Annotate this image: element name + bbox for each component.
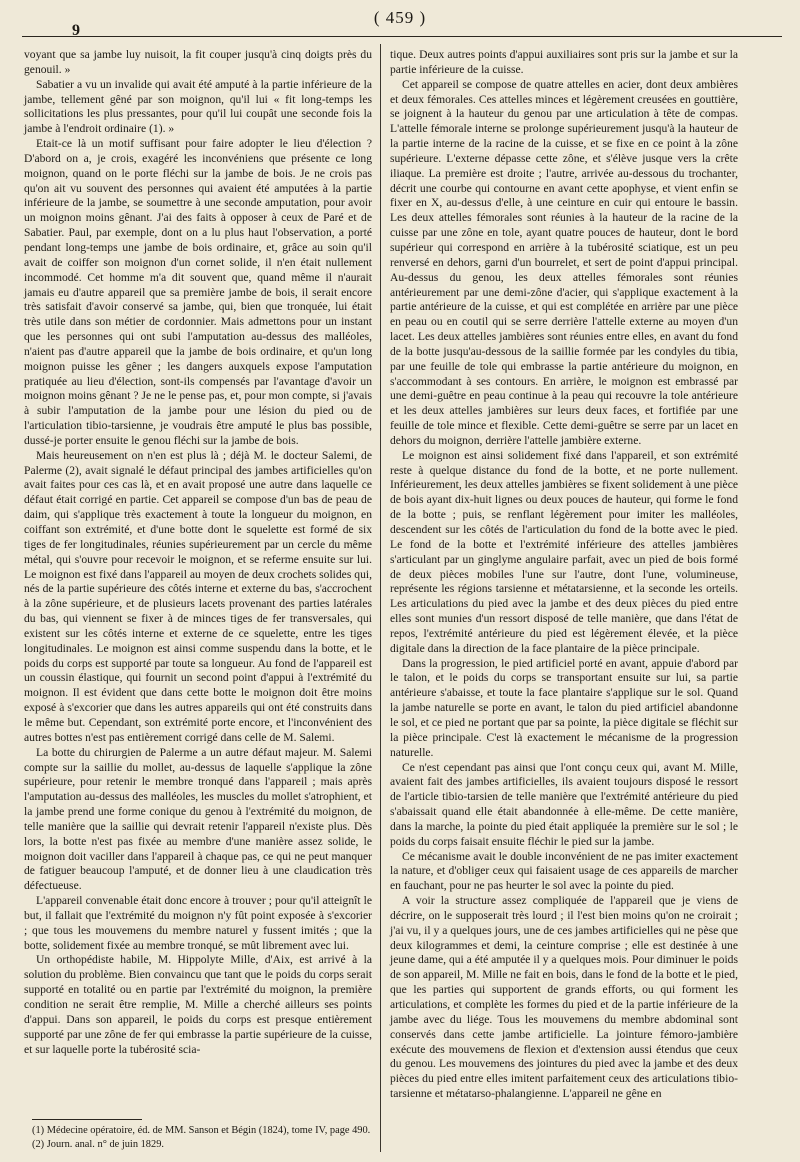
footnotes bbox=[32, 1124, 372, 1151]
paragraph: A voir la structure assez compliquée de l'appareil que je viens de décrire, on le supposerait très lourd ; il l'est bien moins qu'on ne croirait ; j'ai vu, il y a quelques jours, une de ces jambes artificielles qui ne pèse que deux kilogrammes et demi, la ceinture comprise ; elle est destinée à une jeune dame, qui a été amputée il y a quelques mois. Pour diminuer le poids de son appareil, M. Mille ne fait en bois, dans le fond de la botte et le pied, que les parties qui supportent de grands efforts, ou qui forment les articulations, et complète les formes du pied et de la partie inférieure de la jambe avec du liége. Tous les mouvemens du membre abdominal sont conservés dans cette jambe artificielle. La jointure fémoro-jambière exécute des mouvemens de flexion et d'extension aussi étendus que ceux du genou. Les mouvemens des jointures du pied avec la jambe et des deux pièces du pied entre elles imitent parfaitement ceux des articulations tibio-tarsienne et métatarso-phalangienne. L'appareil ne gêne en bbox=[390, 894, 738, 1101]
column-divider bbox=[380, 44, 381, 1152]
paragraph: La botte du chirurgien de Palerme a un autre défaut majeur. M. Salemi compte sur la saillie du mollet, au-dessus de laquelle s'applique la zône supérieure, pour retenir le membre tronqué dans l'appareil ; mais après l'amputation au-dessus des malléoles, les muscles du mollet s'atrophient, et la jambe prend une forme conique du genou à l'extrémité du moignon, de telle manière que la saillie qui devrait retenir l'appareil n'existe plus. Dès lors, la botte n'est pas fixée au membre d'une manière assez solide, le moignon doit vaciller dans l'appareil à chaque pas, ce qui ne peut manquer de fatiguer beaucoup l'amputé, et de donner lieu à une claudication très défectueuse. bbox=[24, 745, 372, 893]
paragraph: Dans la progression, le pied artificiel porté en avant, appuie d'abord par le talon, et le poids du corps se transportant ensuite sur lui, sa partie antérieure s'abaisse, et toute la face plantaire s'applique sur le sol. Quand la jambe naturelle se porte en avant, le talon du pied artificiel abandonne le sol, et ce pied ne portant que par sa pointe, la pièce digitale se fléchit sur la pièce principale. C'est là exactement le mécanisme de la progression naturelle. bbox=[390, 656, 738, 759]
footnote-rule bbox=[32, 1119, 142, 1120]
paragraph: voyant que sa jambe luy nuisoit, la fit couper jusqu'à cinq doigts près du genouil. » bbox=[24, 48, 372, 76]
right-column bbox=[390, 48, 738, 1158]
paragraph: Etait-ce là un motif suffisant pour faire adopter le lieu d'élection ? D'abord on a, je crois, exagéré les inconvéniens que présente ce long moignon, quand on le porte fléchi sur la jambe de bois. Je ne crois pas qu'on ait vu souvent des personnes qui avaient été amputées à la partie inférieure de la jambe, se soumettre à une seconde amputation, pour avoir un moignon moins gênant. J'ai des faits à opposer à ceux de Paré et de Sabatier. Paul, par exemple, dont on a lu plus haut l'observation, a porté pendant long-temps une jambe de bois ordinaire, et, grâce au soin qu'il avait de coiffer son moignon d'un cornet solide, il n'en était nullement incommodé. Cet homme m'a dit souvent que, quand même il n'aurait jamais eu d'autre appareil que sa première jambe de bois, il serait encore très satisfait d'avoir conservé sa jambe, qui, bien que tronquée, lui était très utile dans son métier de cordonnier. Mais admettons pour un instant que les personnes qui ont subi l'amputation au-dessus des malléoles, n'aient pas d'autre appareil que la jambe de bois ordinaire, et qu'un long moignon puisse les gêner ; les dangers auxquels expose l'amputation pratiquée au lieu d'élection, sont-ils compensés par l'avantage d'avoir un moignon moins gênant ? Je ne le pense pas, et, pour mon compte, si j'avais à subir l'amputation de la jambe pour une lésion du pied ou de l'articulation tibio-tarsienne, je voudrais être amputé le plus bas possible, dussé-je porter ensuite le genou fléchi sur la jambe de bois. bbox=[24, 137, 372, 447]
page-number: ( 459 ) bbox=[373, 8, 427, 27]
footnote: (2) Journ. anal. n° de juin 1829. bbox=[32, 1138, 164, 1150]
paragraph: Le moignon est ainsi solidement fixé dans l'appareil, et son extrémité reste à quelque distance du fond de la botte, et ne porte nullement. Inférieurement, les deux attelles jambières se fixent solidement à une pièce de bois ayant dix-huit lignes ou deux pouces de hauteur, qui forme le fond de la botte ; puis, se renflant légèrement pour imiter les malléoles, descendent sur les côtés de l'articulation du fond de la botte avec le pied. Le fond de la botte et l'extrémité inférieure des attelles jambières s'articulant par un ginglyme angulaire parfait, avec un pied de bois formé de deux pièces mobiles l'une sur l'autre, dont l'une, volumineuse, représente les régions tarsienne et métatarsienne, et la seconde les orteils. Les articulations du pied avec la jambe et des deux pièces du pied entre elles sont munies d'un ressort disposé de telle manière, que dans l'état de repos, l'extrémité antérieure du pied est légèrement élevée, et la pièce digitale dans la direction de la face plantaire de la pièce principale. bbox=[390, 448, 738, 655]
paragraph: Sabatier a vu un invalide qui avait été amputé à la partie inférieure de la jambe, tellement gêné par son moignon, qu'il lui « fit long-temps les sollicitations les plus pressantes, pour qu'il lui coupât une seconde fois la jambe à l'endroit ordinaire (1). » bbox=[24, 77, 372, 136]
header-rule bbox=[22, 36, 782, 37]
paragraph: tique. Deux autres points d'appui auxiliaires sont pris sur la jambe et sur la partie inférieure de la cuisse. bbox=[390, 48, 738, 76]
left-column bbox=[24, 48, 372, 1088]
paragraph: Ce mécanisme avait le double inconvénient de ne pas imiter exactement la nature, et d'obliger ceux qui faisaient usage de ces appareils de marcher en fauchant, pour ne pas heurter le sol avec la pointe du pied. bbox=[390, 849, 738, 893]
paragraph: L'appareil convenable était donc encore à trouver ; pour qu'il atteignît le but, il fallait que l'extrémité du moignon n'y fût point exposée à s'excorier ; que tous les mouvemens du membre naturel y fussent imités ; que la botte, solidement fixée au membre tronqué, se mût librement avec lui. bbox=[24, 894, 372, 952]
paragraph: Un orthopédiste habile, M. Hippolyte Mille, d'Aix, est arrivé à la solution du problème. Bien convaincu que tant que le poids du corps serait supporté en totalité ou en partie par l'extrémité du moignon, la première condition ne serait être remplie, M. Mille a cherché ailleurs ses points d'appui. Dans son appareil, le poids du corps est presque entièrement supporté par une zône de fer qui embrasse la partie supérieure de la cuisse, et sur laquelle porte la tubérosité scia- bbox=[24, 953, 372, 1056]
paragraph: Ce n'est cependant pas ainsi que l'ont conçu ceux qui, avant M. Mille, avaient fait des jambes artificielles, ils avaient toujours disposé le ressort de l'article tibio-tarsien de telle manière que l'extrémité antérieure du pied s'abaissait quand elle était abandonnée à elle-même. De cette manière, dans la marche, la pointe du pied était appliquée la première sur le sol ; le poids du corps faisait ensuite fléchir le pied sur la jambe. bbox=[390, 760, 738, 848]
paragraph: Cet appareil se compose de quatre attelles en acier, dont deux ambières et deux fémorales. Ces attelles minces et légèrement creusées en gouttière, se joignent à la hauteur du genou par une articulation à tête de compas. L'attelle fémorale interne se prolonge supérieurement jusqu'à la hauteur de la partie interne de la racine de la cuisse, et se fixe en ce point à la zône supérieure. L'externe dépasse cette zône, et s'élève jusque vers la crête iliaque. La première est droite ; l'autre, arrivée au-dessous du trochanter, décrit une courbe qui contourne en avant cette apophyse, et vient enfin se fixer en X, au-dessus d'elle, à une ceinture en cuir qui entoure le bassin. Les deux attelles fémorales sont réunies à la hauteur de la racine de la cuisse par une zône en tole, ayant quatre pouces de hauteur, dont le bord supérieur qui correspond en arrière à la tubérosité sciatique, est un peu renversé en dehors, garni d'un bourrelet, et sert de point d'appui principal. Au-dessus du genou, les deux attelles fémorales sont réunies antérieurement par une demi-zône d'acier, qui s'applique exactement à la partie antérieure de la cuisse, et qui est complétée en arrière par une pièce en peau ou en coutil qui se serre derrière l'attelle externe au moyen d'un lacet. Les deux attelles jambières sont réunies entre elles, en avant du fond de la botte jusqu'au-dessous de la saillie formée par les condyles du tibia, par une feuille de tole qui embrasse la partie antérieure du moignon, en s'accommodant à ses contours. En arrière, le moignon est embrassé par une demi-guêtre en peau continue à la peau qui recouvre la tole antérieure et les deux attelles jambières sur leurs deux faces, et fortifiée par une feuille de tole mince et flexible. Cette demi-guêtre se serre par un lacet en dehors du moignon, derrière l'attelle jambière externe. bbox=[390, 77, 738, 447]
paragraph: Mais heureusement on n'en est plus là ; déjà M. le docteur Salemi, de Palerme (2), avait signalé le défaut principal des jambes artificielles qu'on avait faites pour ces cas là, et en avait proposé une autre dans laquelle ce défaut était corrigé en partie. Cet appareil se compose d'un bas de peau de daim, qui s'applique très exactement à toute la longueur du moignon, en coiffant son extrémité, et d'une botte dont le squelette est formé de six tiges de fer longitudinales, réunies supérieurement par un cercle du même métal, qui s'ouvre pour recevoir le moignon, et se referme ensuite sur lui. Le moignon est fixé dans l'appareil au moyen de deux crochets solides qui, nés de la partie supérieure des côtés interne et externe du bas, s'accrochent à la zône supérieure, et de plusieurs lacets provenant des parties latérales du bas, qui viennent se fixer à de minces tiges de fer transversales, qui existent sur les côtés interne et externe de ce squelette, entre les tiges longitudinales. Le moignon est ainsi comme suspendu dans la botte, et le poids du corps est supporté par toute sa longueur. Au fond de l'appareil est un coussin élastique, qui fournit un second point d'appui à l'extrémité du moignon. Il est évident que dans cette botte le moignon doit être moins exposé à s'excorier que dans les autres appareils qui ont été construits dans le même but. Cependant, son extrémité porte encore, et l'inconvénient des autres bottes n'est pas entièrement corrigé dans celle de M. Salemi. bbox=[24, 448, 372, 744]
footnote: (1) Médecine opératoire, éd. de MM. Sanson et Bégin (1824), tome IV, page 490. bbox=[32, 1125, 371, 1136]
signature-mark: 9 bbox=[72, 22, 80, 39]
